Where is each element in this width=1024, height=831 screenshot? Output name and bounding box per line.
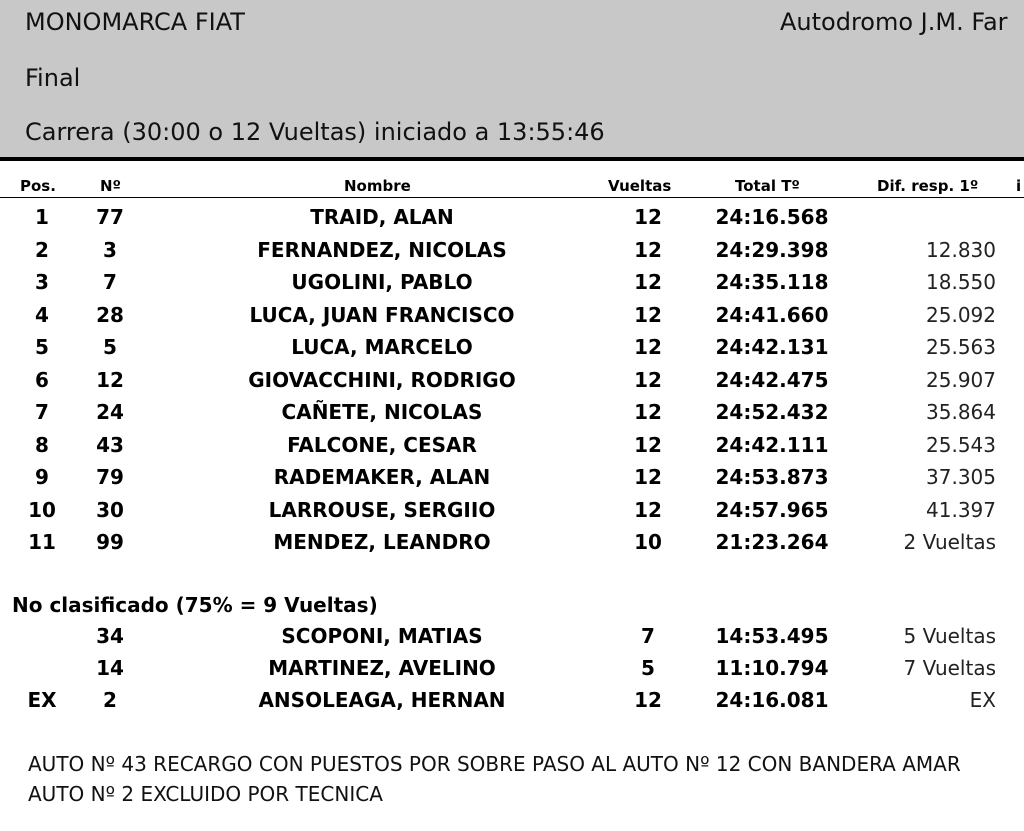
total-time-cell: 11:10.794	[715, 656, 829, 680]
car-number-cell: 24	[96, 400, 124, 424]
position-cell: 9	[35, 465, 49, 489]
laps-cell: 10	[634, 530, 662, 554]
note-penalty: AUTO Nº 43 RECARGO CON PUESTOS POR SOBRE PASO AL AUTO Nº 12 CON BANDERA AMAR	[28, 752, 961, 776]
total-time-cell: 14:53.495	[715, 624, 829, 648]
note-exclusion: AUTO Nº 2 EXCLUIDO POR TECNICA	[28, 782, 383, 806]
gap-to-leader-cell: 25.563	[926, 335, 996, 359]
gap-to-leader-cell: 41.397	[926, 497, 996, 522]
gap-to-leader-cell: 2 Vueltas	[903, 530, 996, 554]
car-number-cell: 30	[96, 497, 124, 522]
driver-name-cell: TRAID, ALAN	[310, 205, 454, 229]
laps-cell: 12	[634, 400, 662, 424]
position-cell: 2	[35, 237, 49, 262]
driver-name-cell: LUCA, JUAN FRANCISCO	[249, 302, 515, 327]
position-cell: 3	[35, 270, 49, 294]
session-name: Final	[25, 64, 81, 92]
col-name: Nombre	[344, 177, 411, 195]
total-time-cell: 24:29.398	[715, 237, 829, 262]
position-cell: 7	[35, 400, 49, 424]
table-row	[0, 270, 1024, 302]
table-row	[0, 465, 1024, 497]
car-number-cell: 34	[96, 624, 124, 648]
laps-cell: 5	[641, 656, 655, 680]
laps-cell: 12	[634, 465, 662, 489]
gap-to-leader-cell: 25.543	[926, 432, 996, 457]
laps-cell: 12	[634, 432, 662, 457]
total-time-cell: 21:23.264	[715, 530, 829, 554]
position-cell: 6	[35, 367, 49, 392]
driver-name-cell: FERNANDEZ, NICOLAS	[257, 237, 507, 262]
position-cell: EX	[27, 688, 57, 712]
laps-cell: 12	[634, 302, 662, 327]
car-number-cell: 43	[96, 432, 124, 457]
car-number-cell: 14	[96, 656, 124, 680]
column-divider	[0, 197, 1024, 198]
car-number-cell: 99	[96, 530, 124, 554]
car-number-cell: 79	[96, 465, 124, 489]
table-row	[0, 335, 1024, 367]
driver-name-cell: MENDEZ, LEANDRO	[273, 530, 491, 554]
driver-name-cell: FALCONE, CESAR	[287, 432, 477, 457]
position-cell: 4	[35, 302, 49, 327]
car-number-cell: 5	[103, 335, 117, 359]
gap-to-leader-cell: 18.550	[926, 270, 996, 294]
race-info: Carrera (30:00 o 12 Vueltas) iniciado a 13:55:46	[25, 118, 605, 146]
car-number-cell: 2	[103, 688, 117, 712]
laps-cell: 7	[641, 624, 655, 648]
driver-name-cell: CAÑETE, NICOLAS	[281, 400, 483, 424]
position-cell: 11	[28, 530, 56, 554]
laps-cell: 12	[634, 237, 662, 262]
table-row	[0, 238, 1024, 270]
gap-to-leader-cell: 25.907	[926, 367, 996, 392]
table-row	[0, 400, 1024, 432]
table-row	[0, 688, 1024, 720]
table-row	[0, 205, 1024, 237]
driver-name-cell: LUCA, MARCELO	[291, 335, 473, 359]
table-row	[0, 303, 1024, 335]
laps-cell: 12	[634, 335, 662, 359]
laps-cell: 12	[634, 367, 662, 392]
laps-cell: 12	[634, 270, 662, 294]
gap-to-leader-cell: 12.830	[926, 237, 996, 262]
car-number-cell: 28	[96, 302, 124, 327]
laps-cell: 12	[634, 497, 662, 522]
col-total-time: Total Tº	[735, 177, 800, 195]
venue-name: Autodromo J.M. Far	[780, 8, 1008, 36]
gap-to-leader-cell: 37.305	[926, 465, 996, 489]
driver-name-cell: UGOLINI, PABLO	[291, 270, 473, 294]
gap-to-leader-cell: 7 Vueltas	[903, 656, 996, 680]
table-row	[0, 433, 1024, 465]
total-time-cell: 24:42.131	[715, 335, 829, 359]
car-number-cell: 77	[96, 205, 124, 229]
driver-name-cell: SCOPONI, MATIAS	[281, 624, 483, 648]
driver-name-cell: GIOVACCHINI, RODRIGO	[248, 367, 516, 392]
driver-name-cell: MARTINEZ, AVELINO	[268, 656, 496, 680]
table-row	[0, 530, 1024, 562]
col-diff: Dif. resp. 1º	[877, 177, 979, 195]
col-laps: Vueltas	[608, 177, 672, 195]
laps-cell: 12	[634, 205, 662, 229]
gap-to-leader-cell: EX	[969, 688, 996, 712]
car-number-cell: 3	[103, 237, 117, 262]
total-time-cell: 24:53.873	[715, 465, 829, 489]
total-time-cell: 24:42.475	[715, 367, 829, 392]
table-row	[0, 656, 1024, 688]
car-number-cell: 7	[103, 270, 117, 294]
table-row	[0, 498, 1024, 530]
driver-name-cell: LARROUSE, SERGIIO	[268, 497, 496, 522]
position-cell: 8	[35, 432, 49, 457]
gap-to-leader-cell: 35.864	[926, 400, 996, 424]
total-time-cell: 24:42.111	[715, 432, 829, 457]
header-divider	[0, 157, 1024, 161]
report-header	[0, 0, 1024, 157]
not-classified-label: No clasificado (75% = 9 Vueltas)	[12, 593, 378, 617]
table-row	[0, 368, 1024, 400]
table-row	[0, 624, 1024, 656]
total-time-cell: 24:52.432	[715, 400, 829, 424]
laps-cell: 12	[634, 688, 662, 712]
col-pos: Pos.	[20, 177, 56, 195]
driver-name-cell: RADEMAKER, ALAN	[273, 465, 491, 489]
championship-title: MONOMARCA FIAT	[25, 8, 245, 36]
total-time-cell: 24:35.118	[715, 270, 829, 294]
position-cell: 10	[28, 497, 56, 522]
position-cell: 5	[35, 335, 49, 359]
col-number: Nº	[100, 177, 122, 195]
col-extra: i	[1016, 177, 1022, 195]
total-time-cell: 24:16.568	[715, 205, 829, 229]
total-time-cell: 24:57.965	[715, 497, 829, 522]
total-time-cell: 24:41.660	[715, 302, 829, 327]
car-number-cell: 12	[96, 367, 124, 392]
position-cell: 1	[35, 205, 49, 229]
gap-to-leader-cell: 25.092	[926, 302, 996, 327]
driver-name-cell: ANSOLEAGA, HERNAN	[258, 688, 506, 712]
gap-to-leader-cell: 5 Vueltas	[903, 624, 996, 648]
total-time-cell: 24:16.081	[715, 688, 829, 712]
